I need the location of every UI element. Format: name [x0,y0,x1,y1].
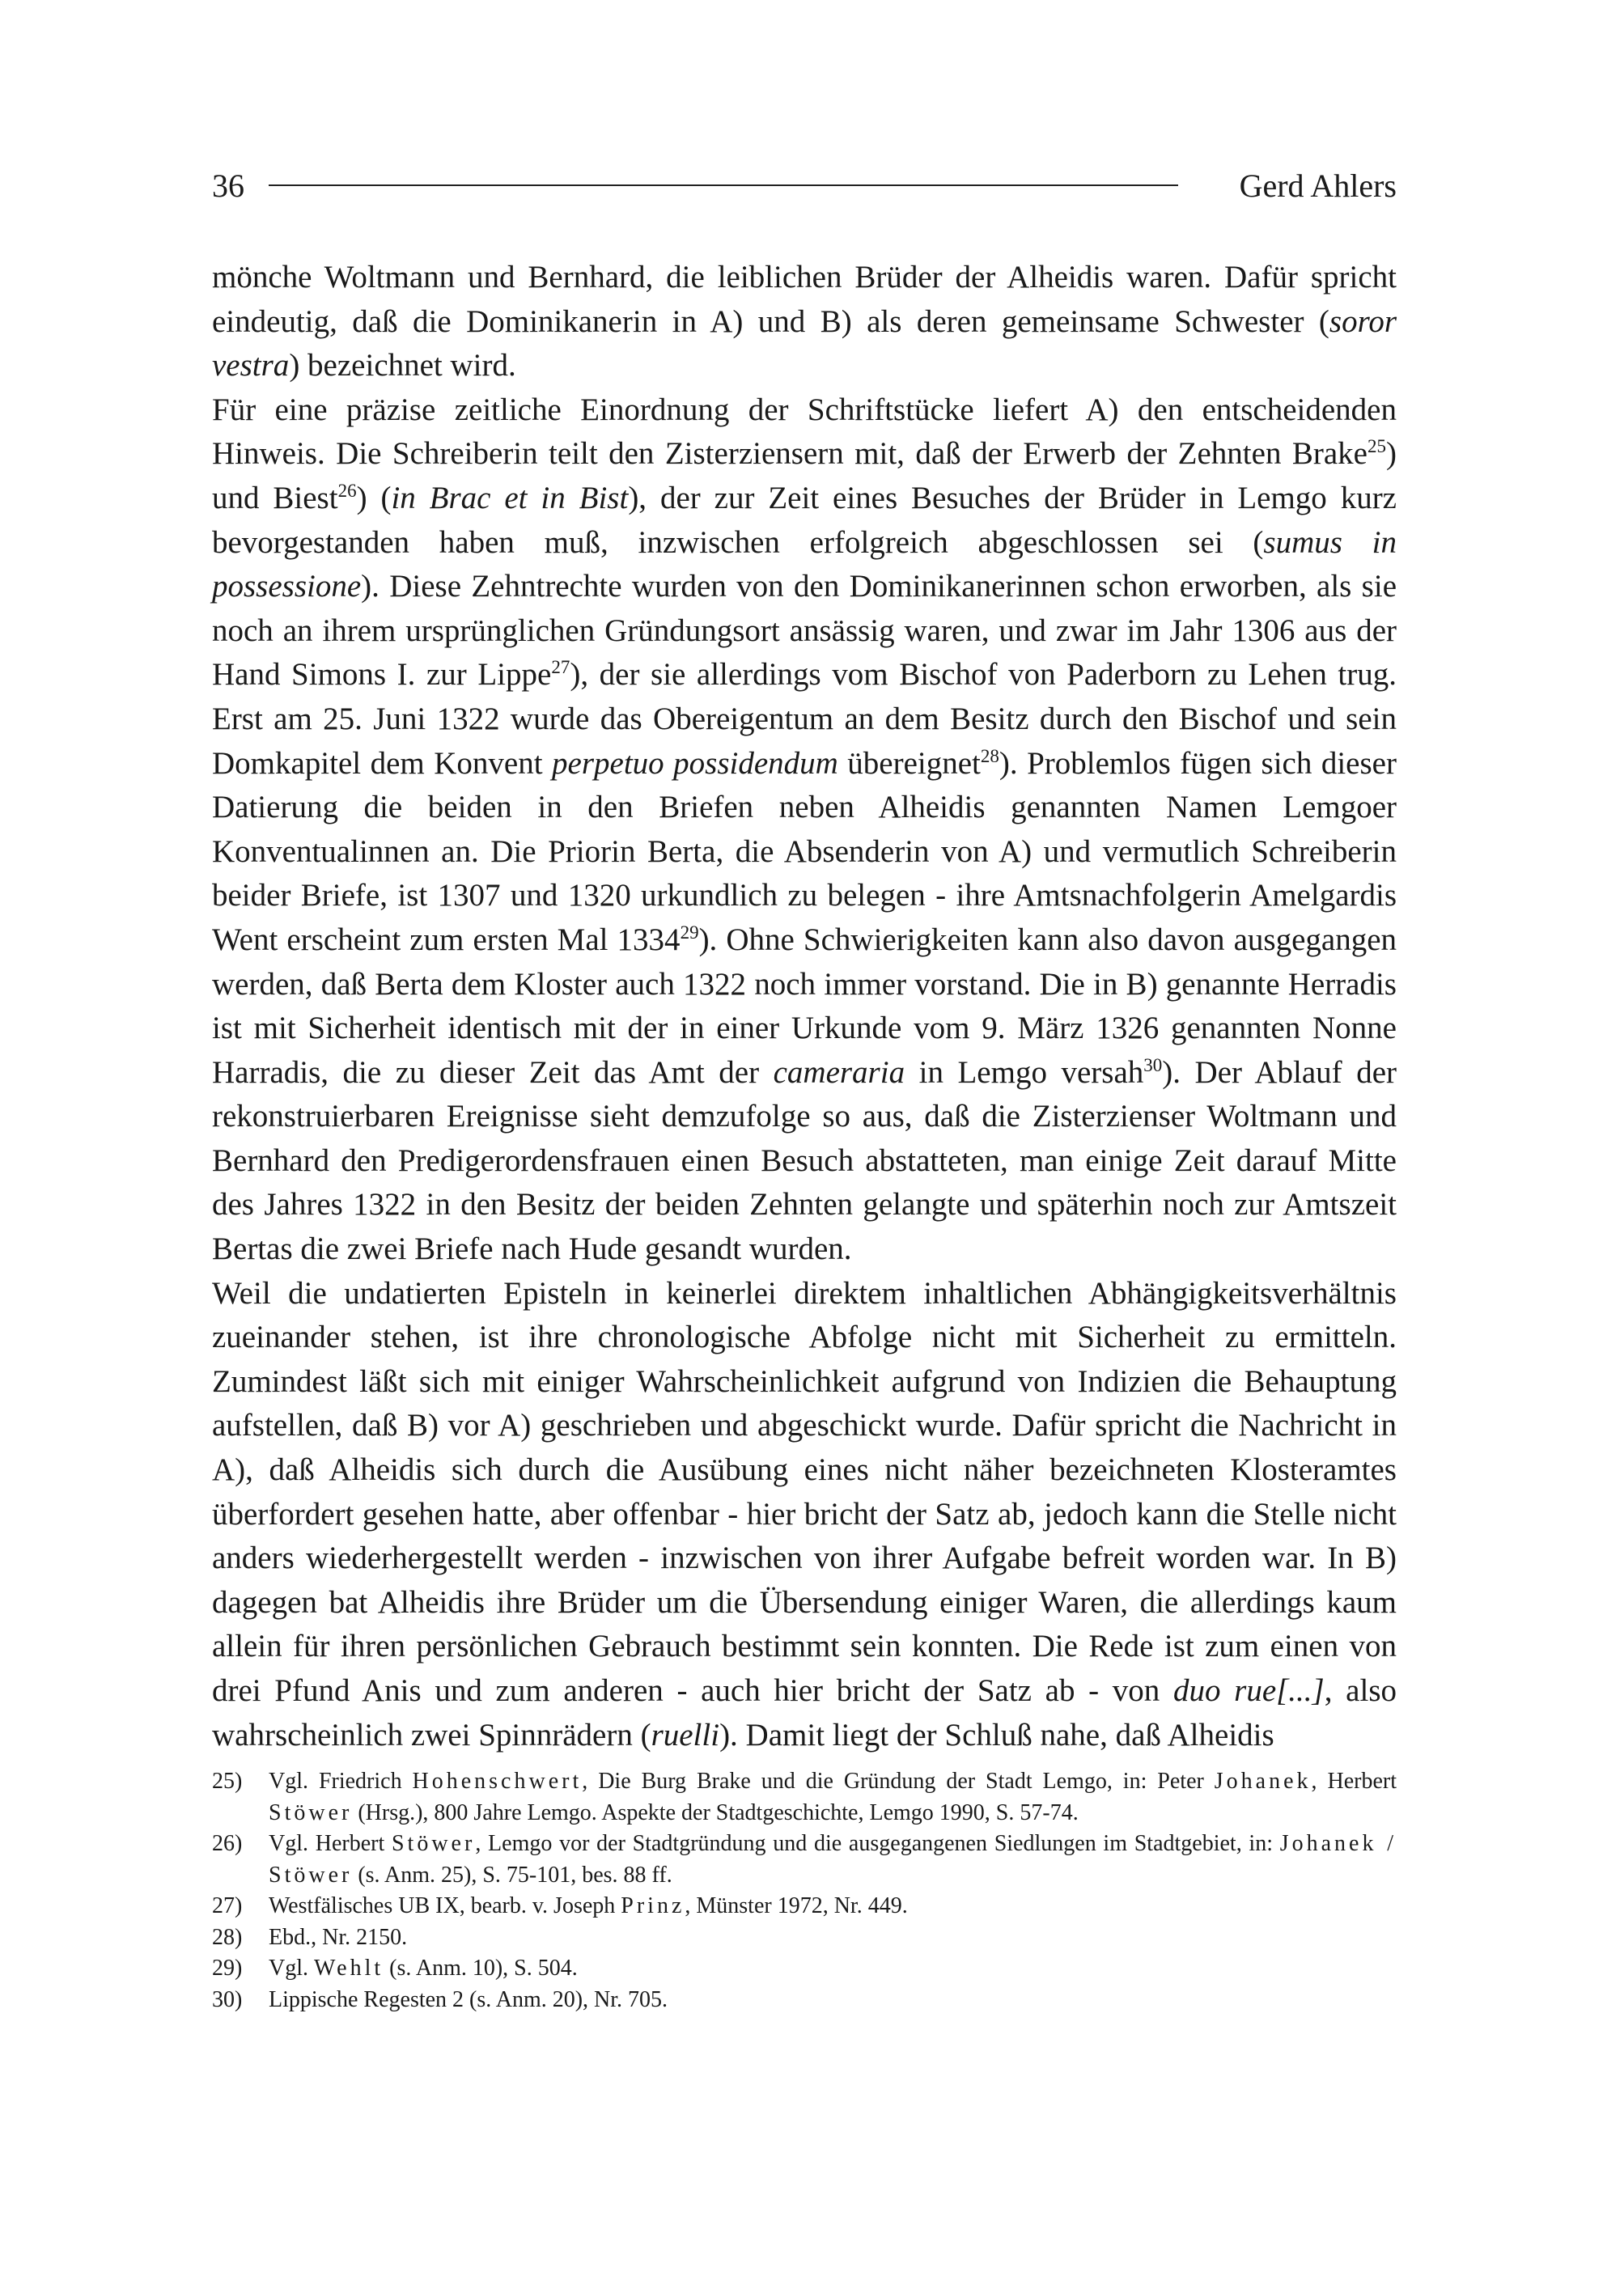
text-run: ). Problemlos fügen sich dieser Datierung die beiden in den Briefen neben Alheidis genannten Namen Lemgoer Konventualinnen an. Die Priorin Berta, die Absenderin von A) und vermutlich Schreiberin beider Briefe, ist 1307 und 1320 urkundlich zu belegen - ihre Amtsnachfolgerin Amelgardis Went erscheint zum ersten Mal 1334 [212,745,1397,957]
text-run: ), der zur Zeit eines Besuches der Brüder in Lemgo kurz bevorgestanden haben muß, inzwischen erfolgreich abgeschlossen sei ( [212,480,1397,560]
author-name: Stöwer [269,1799,353,1825]
text-run: übereignet [837,745,981,781]
text-run: Vgl. Friedrich [269,1769,413,1794]
text-run: , Die Burg Brake und die Gründung der Stadt Lemgo, in: Peter [582,1769,1215,1794]
body-text [212,256,1397,1757]
running-head-author: Gerd Ahlers [1239,167,1397,204]
text-run: Ebd., Nr. 2150. [269,1924,408,1950]
text-run: mönche Woltmann und Bernhard, die leiblichen Brüder der Alheidis waren. Dafür spricht eindeutig, daß die Dominikanerin in A) und B) als deren gemeinsame Schwester ( [212,260,1397,339]
text-run: , Lemgo vor der Stadtgründung und die ausgegangenen Siedlungen im Stadtgebiet, in: [475,1831,1280,1856]
text-run: , Herbert [1311,1769,1397,1794]
footnote [212,1922,1397,1954]
text-run: ). Diese Zehntrechte wurden von den Dominikanerinnen schon erworben, als sie noch an ihrem ursprünglichen Gründungsort ansässig waren, und zwar im Jahr 1306 aus der Hand Simons I. zur Lippe [212,569,1397,693]
italic-text: duo rue[...] [1172,1673,1325,1708]
text-run: , also wahrscheinlich zwei Spinnrädern ( [212,1673,1397,1753]
text-run: ). Ohne Schwierigkeiten kann also davon ausgegangen werden, daß Berta dem Kloster auch 1322 noch immer vorstand. Die in B) genannte Herradis ist mit Sicherheit identisch mit der in einer Urkunde vom 9. März 1326 genannten Nonne Harradis, die zu dieser Zeit das Amt der [212,922,1397,1090]
footnote [212,1891,1397,1922]
italic-text: in Brac et in Bist [391,480,629,515]
text-run: ). Der Ablauf der rekonstruierbaren Ereignisse sieht demzufolge so aus, daß die Zisterzienser Woltmann und Bernhard den Predigerordensfrauen einen Besuch abstatteten, man einige Zeit darauf Mitte des Jahres 1322 in den Besitz der beiden Zehnten gelangte und späterhin noch zur Amtszeit Bertas die zwei Briefe nach Hude gesandt wurden. [212,1054,1397,1267]
footnotes [212,1766,1397,2015]
italic-text: ruelli [651,1717,720,1753]
footnote-reference: 25 [1367,436,1386,457]
paragraph [212,388,1397,1272]
text-run: (Hrsg.), 800 Jahre Lemgo. Aspekte der Stadtgeschichte, Lemgo 1990, S. 57-74. [352,1799,1079,1825]
author-name: Stöwer [391,1831,476,1856]
text-run: ). Damit liegt der Schluß nahe, daß Alheidis [719,1717,1274,1753]
italic-text: perpetuo possidendum [552,745,838,781]
page-number: 36 [212,167,244,204]
text-run: ) und Biest [212,436,1397,515]
text-run: Vgl. [269,1956,314,1981]
text-run: in Lemgo versah [905,1054,1144,1090]
text-run: Weil die undatierten Episteln in keinerlei direktem inhaltlichen Abhängigkeitsverhältnis zueinander stehen, ist ihre chronologische Abfolge nicht mit Sicherheit zu ermitteln. Zumindest läßt sich mit einiger Wahrscheinlichkeit aufgrund von Indizien die Behauptung aufstellen, daß B) vor A) geschrieben und abgeschickt wurde. Dafür spricht die Nachricht in A), daß Alheidis sich durch die Ausübung eines nicht näher bezeichneten Klosteramtes überfordert gesehen hatte, aber offenbar - hier bricht der Satz ab, jedoch kann die Stelle nicht anders wiederhergestellt werden - inzwischen von ihrer Aufgabe befreit worden war. In B) dagegen bat Alheidis ihre Brüder um die Übersendung einiger Waren, die allerdings kaum allein für ihren persönlichen Gebrauch bestimmt sein konnten. Die Rede ist zum einen von drei Pfund Anis und zum anderen - auch hier bricht der Satz ab - von [212,1275,1397,1708]
footnote [212,1829,1397,1891]
footnote-reference: 26 [337,480,357,501]
footnote-number: 27) [212,1893,243,1918]
author-name: Prinz [621,1893,685,1918]
footnote [212,1766,1397,1829]
italic-text: soror vestra [212,303,1397,384]
footnote-reference: 27 [551,657,570,678]
author-name: Wehlt [314,1956,384,1981]
text-run: , Münster 1972, Nr. 449. [685,1893,908,1918]
text-run: Westfälisches UB IX, bearb. v. Joseph [269,1893,621,1918]
footnote-reference: 30 [1143,1054,1163,1075]
text-run: ) ( [356,480,392,515]
running-head [212,159,1397,210]
text-run: Lippische Regesten 2 (s. Anm. 20), Nr. 705. [269,1986,668,2012]
text-run: (s. Anm. 25), S. 75-101, bes. 88 ff. [352,1862,672,1888]
italic-text: cameraria [773,1054,905,1090]
footnote-number: 28) [212,1924,243,1950]
footnote-reference: 28 [980,745,999,766]
footnote-number: 29) [212,1956,243,1981]
footnote [212,1953,1397,1985]
author-name: Johanek / Stöwer [269,1831,1397,1888]
author-name: Johanek [1214,1769,1312,1794]
text-run: Vgl. Herbert [269,1831,392,1856]
footnote-number: 26) [212,1831,243,1856]
italic-text: sumus in possessione [212,524,1397,604]
header-rule [269,184,1178,186]
footnote-number: 30) [212,1986,243,2012]
paragraph [212,256,1397,388]
paragraph [212,1272,1397,1758]
footnote-number: 25) [212,1769,243,1794]
footnote-reference: 29 [680,922,699,943]
text-run: ), der sie allerdings vom Bischof von Paderborn zu Lehen trug. Erst am 25. Juni 1322 wurde das Obereigentum an dem Besitz durch den Bischof und sein Domkapitel dem Konvent [212,657,1397,781]
footnote [212,1985,1397,2016]
text-run: Für eine präzise zeitliche Einordnung der Schriftstücke liefert A) den entscheidenden Hinweis. Die Schreiberin teilt den Zisterziensern mit, daß der Erwerb der Zehnten Brake [212,392,1397,472]
author-name: Hohenschwert [412,1769,583,1794]
text-run: ) bezeichnet wird. [289,348,516,384]
text-run: (s. Anm. 10), S. 504. [384,1956,578,1981]
